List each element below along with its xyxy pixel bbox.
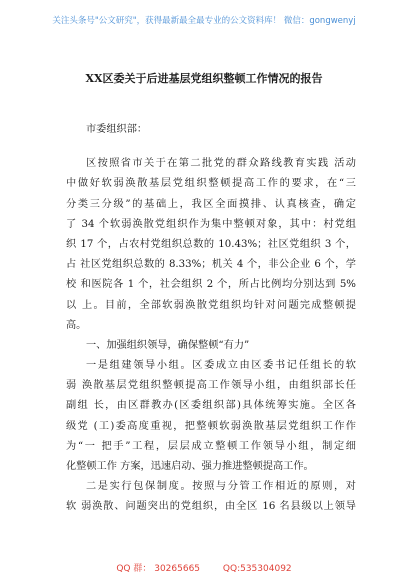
- text-line: 占 社区党组织总数的 8.33%；机关 4 个，非公企业 6 个，学: [66, 259, 356, 271]
- text-line: 级党 (工)委高度重视，把整顿软弱涣散基层党组织工作作: [66, 420, 356, 432]
- text-line: 为“一 把手”工程，层层成立整顿工作领导小组，制定细: [66, 440, 356, 452]
- salutation: 市委组织部：: [86, 124, 148, 135]
- text-line: 区按照省市关于在第二批党的群众路线教育实践 活动: [86, 158, 356, 170]
- text-line: 弱 涣散基层党组织整顿提高工作领导小组，由组织部长任: [66, 380, 356, 392]
- footer-contact: [0, 561, 408, 574]
- text-line: 一是组建领导小组。区委成立由区委书记任组长的软: [86, 360, 356, 372]
- text-line: 中做好软弱涣散基层党组织整顿提高工作的要求，在“三: [66, 178, 356, 190]
- text-line: 校 和医院各 1 个，社会组织 2 个，所占比例均分别达到 5%: [66, 279, 356, 291]
- paragraph-2: [66, 356, 356, 477]
- qq-group-text: QQ 群： 30265665: [116, 564, 201, 574]
- text-line: 高。: [66, 319, 87, 331]
- spacer: [66, 140, 356, 154]
- text-line: 了 34 个软弱涣散党组织作为集中整顿对象，其中：村党组: [66, 218, 356, 230]
- document-title: XX区委关于后进基层党组织整顿工作情况的报告: [85, 72, 323, 85]
- qq-number-text: QQ:535304092: [222, 564, 292, 574]
- text-line: 以 上。目前，全部软弱涣散党组织均针对问题完成整顿提: [66, 299, 356, 311]
- paragraph-1: [66, 154, 356, 336]
- text-line: 二是实行包保制度。按照与分管工作相近的原则，对: [86, 481, 356, 493]
- text-line: 副组 长，由区群教办(区委组织部)具体统筹实施。全区各: [66, 400, 356, 412]
- paragraph-3: [66, 477, 356, 517]
- text-line: 织 17 个，占农村党组织总数的 10.43%；社区党组织 3 个，: [66, 238, 356, 250]
- text-line: 软 弱涣散、问题突出的党组织，由全区 16 名县级以上领导: [66, 501, 356, 513]
- text-line: 分类三分级”的基础上，我区全面摸排、认真核查，确定: [66, 198, 356, 210]
- document-body: [66, 120, 356, 518]
- section-heading-1: 一、加强组织领导，确保整顿“有力”: [86, 339, 250, 351]
- header-banner: 关注头条号"公文研究"，获得最新最全最专业的公文资料库！ 微信：gongwenyj: [52, 16, 356, 26]
- text-line: 化整顿工作 方案，迅速启动、强力推进整顿提高工作。: [66, 461, 314, 472]
